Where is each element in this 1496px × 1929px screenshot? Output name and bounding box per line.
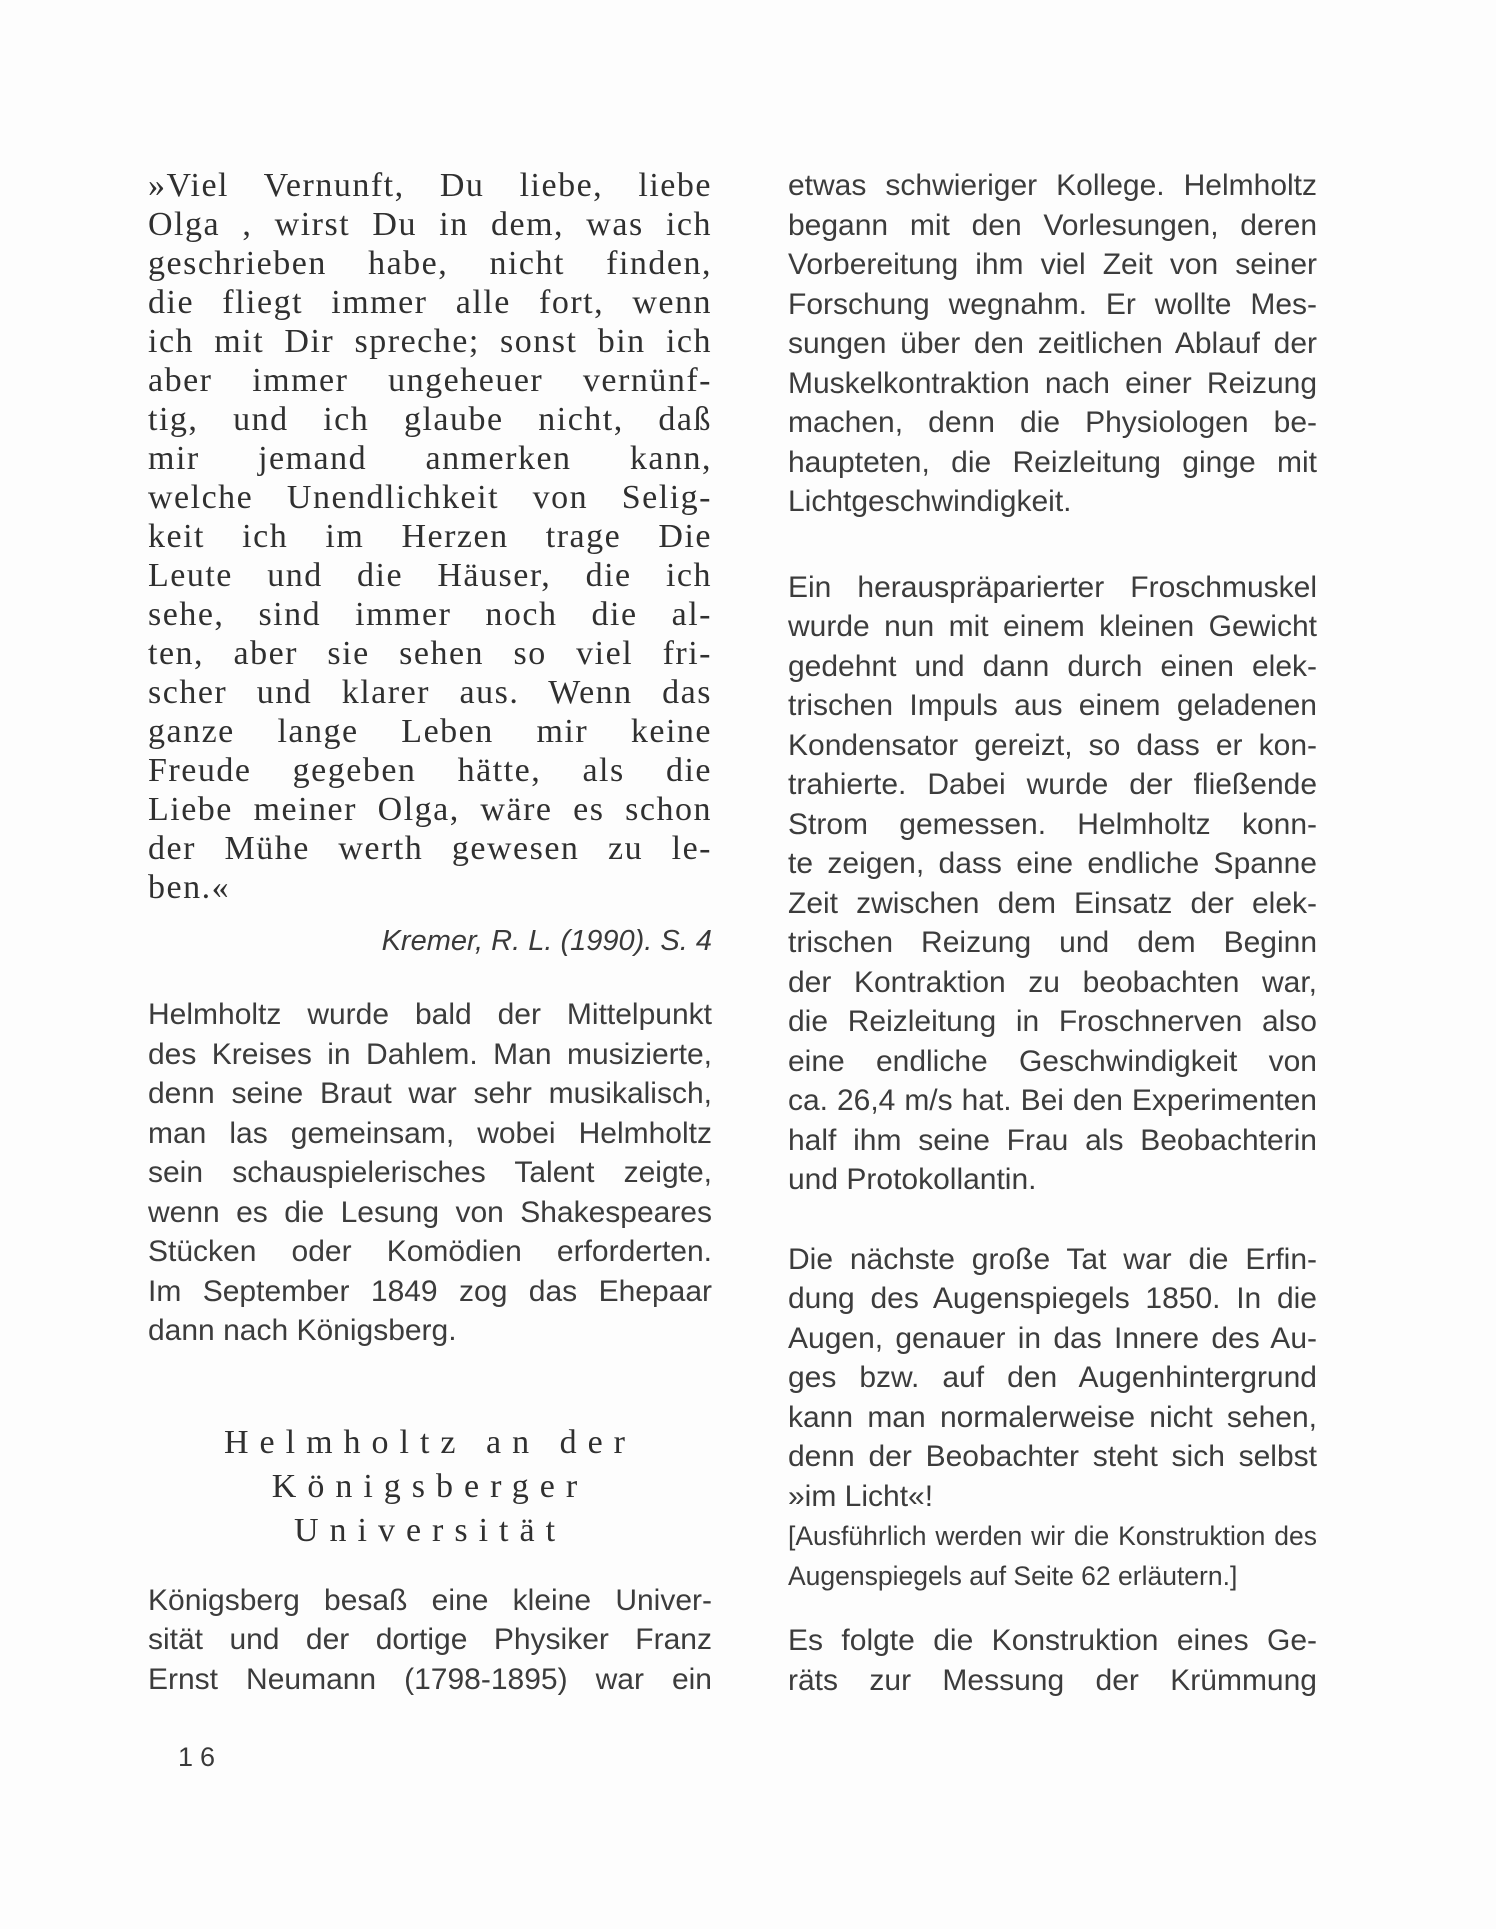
text-line: ges bzw. auf den Augenhintergrund xyxy=(788,1361,1317,1394)
text-line: trahierte. Dabei wurde der fließende xyxy=(788,768,1317,801)
text-line: Augen, genauer in das Innere des Au- xyxy=(788,1321,1317,1355)
text-line: scher und klarer aus. Wenn das xyxy=(148,674,712,711)
body-paragraph xyxy=(148,1581,712,1700)
quote-block xyxy=(148,166,712,907)
text-line: der Mühe werth gewesen zu le- xyxy=(148,830,712,867)
text-line: Ernst Neumann (1798-1895) war ein xyxy=(148,1662,712,1696)
text-line: Strom gemessen. Helmholtz konn- xyxy=(788,807,1317,841)
body-paragraph xyxy=(788,568,1317,1200)
body-paragraph xyxy=(788,166,1317,522)
text-line: sungen über den zeitlichen Ablauf der xyxy=(788,327,1317,360)
text-line: trischen Impuls aus einem geladenen xyxy=(788,689,1317,722)
text-line: haupteten, die Reizleitung ginge mit xyxy=(788,445,1317,479)
text-line: eine endliche Geschwindigkeit von xyxy=(788,1044,1317,1078)
text-line: kann man normalerweise nicht sehen, xyxy=(788,1400,1317,1434)
text-line: welche Unendlichkeit von Selig- xyxy=(148,479,712,516)
text-line: des Kreises in Dahlem. Man musizierte, xyxy=(148,1037,712,1071)
text-line: aber immer ungeheuer vernünf- xyxy=(148,362,712,399)
text-line: trischen Reizung und dem Beginn xyxy=(788,926,1317,959)
text-line: Zeit zwischen dem Einsatz der elek- xyxy=(788,886,1317,920)
text-line: »im Licht«! xyxy=(788,1479,934,1513)
text-line: der Kontraktion zu beobachten war, xyxy=(788,965,1317,999)
text-line: dung des Augenspiegels 1850. In die xyxy=(788,1282,1317,1315)
text-line: Kondensator gereizt, so dass er kon- xyxy=(788,728,1317,762)
text-line: ben.« xyxy=(148,869,231,906)
text-line: Vorbereitung ihm viel Zeit von seiner xyxy=(788,248,1317,281)
text-line: Muskelkontraktion nach einer Reizung xyxy=(788,366,1317,400)
text-line: Königsberger xyxy=(271,1467,589,1505)
editorial-note xyxy=(788,1516,1317,1596)
text-line: Universität xyxy=(293,1511,567,1549)
text-line: Forschung wegnahm. Er wollte Mes- xyxy=(788,287,1317,321)
text-line: Freude gegeben hätte, als die xyxy=(148,752,712,789)
text-line: wenn es die Lesung von Shakespeares xyxy=(148,1195,712,1229)
text-line: Die nächste große Tat war die Erfin- xyxy=(788,1242,1317,1276)
quote-attribution: Kremer, R. L. (1990). S. 4 xyxy=(381,925,712,957)
text-line: dann nach Königsberg. xyxy=(148,1314,457,1347)
text-line: Helmholtz wurde bald der Mittelpunkt xyxy=(148,998,712,1031)
text-line: ganze lange Leben mir keine xyxy=(148,713,712,750)
text-line: keit ich im Herzen trage Die xyxy=(148,518,712,555)
text-line: tig, und ich glaube nicht, daß xyxy=(148,401,712,438)
text-line: Lichtgeschwindigkeit. xyxy=(788,485,1072,518)
text-line: Helmholtz an der xyxy=(223,1423,637,1461)
text-line: denn der Beobachter steht sich selbst xyxy=(788,1440,1317,1473)
text-line: räts zur Messung der Krümmung xyxy=(788,1663,1317,1697)
section-heading xyxy=(148,1421,712,1553)
text-line: Leute und die Häuser, die ich xyxy=(148,557,712,594)
text-line: ich mit Dir spreche; sonst bin ich xyxy=(148,323,712,360)
page-number: 16 xyxy=(178,1742,223,1772)
text-line: Im September 1849 zog das Ehepaar xyxy=(148,1274,712,1308)
text-line: mir jemand anmerken kann, xyxy=(148,440,712,477)
text-line: etwas schwieriger Kollege. Helmholtz xyxy=(788,169,1317,202)
text-line: begann mit den Vorlesungen, deren xyxy=(788,208,1317,242)
text-line: Stücken oder Komödien erforderten. xyxy=(148,1235,712,1268)
text-line: die Reizleitung in Froschnerven also xyxy=(788,1005,1317,1038)
text-line: denn seine Braut war sehr musikalisch, xyxy=(148,1077,712,1110)
text-line: wurde nun mit einem kleinen Gewicht xyxy=(788,610,1317,643)
text-line: Olga , wirst Du in dem, was ich xyxy=(148,206,712,243)
text-line: die fliegt immer alle fort, wenn xyxy=(148,284,712,321)
left-column xyxy=(148,166,712,1699)
text-line: ca. 26,4 m/s hat. Bei den Experimenten xyxy=(788,1084,1317,1117)
text-line: man las gemeinsam, wobei Helmholtz xyxy=(148,1116,712,1150)
text-line: gedehnt und dann durch einen elek- xyxy=(788,649,1317,683)
text-line: Liebe meiner Olga, wäre es schon xyxy=(148,791,712,828)
text-line: [Ausführlich werden wir die Konstruktion des xyxy=(788,1521,1317,1551)
text-line: half ihm seine Frau als Beobachterin xyxy=(788,1123,1317,1157)
text-line: und Protokollantin. xyxy=(788,1163,1037,1196)
text-line: sehe, sind immer noch die al- xyxy=(148,596,712,633)
text-line: Es folgte die Konstruktion eines Ge- xyxy=(788,1624,1317,1657)
body-paragraph xyxy=(148,995,712,1351)
text-line: »Viel Vernunft, Du liebe, liebe xyxy=(148,167,712,204)
text-line: Königsberg besaß eine kleine Univer- xyxy=(148,1583,712,1617)
text-line: machen, denn die Physiologen be- xyxy=(788,406,1317,439)
right-column xyxy=(788,166,1317,1700)
text-line: Augenspiegels auf Seite 62 erläutern.] xyxy=(788,1561,1238,1591)
text-line: geschrieben habe, nicht finden, xyxy=(148,245,712,282)
text-line: ten, aber sie sehen so viel fri- xyxy=(148,635,712,672)
body-paragraph xyxy=(788,1240,1317,1517)
text-line: sität und der dortige Physiker Franz xyxy=(148,1623,712,1656)
text-line: sein schauspielerisches Talent zeigte, xyxy=(148,1156,712,1189)
body-paragraph xyxy=(788,1621,1317,1700)
text-line: Ein herauspräparierter Froschmuskel xyxy=(788,570,1317,604)
text-line: te zeigen, dass eine endliche Spanne xyxy=(788,847,1317,880)
